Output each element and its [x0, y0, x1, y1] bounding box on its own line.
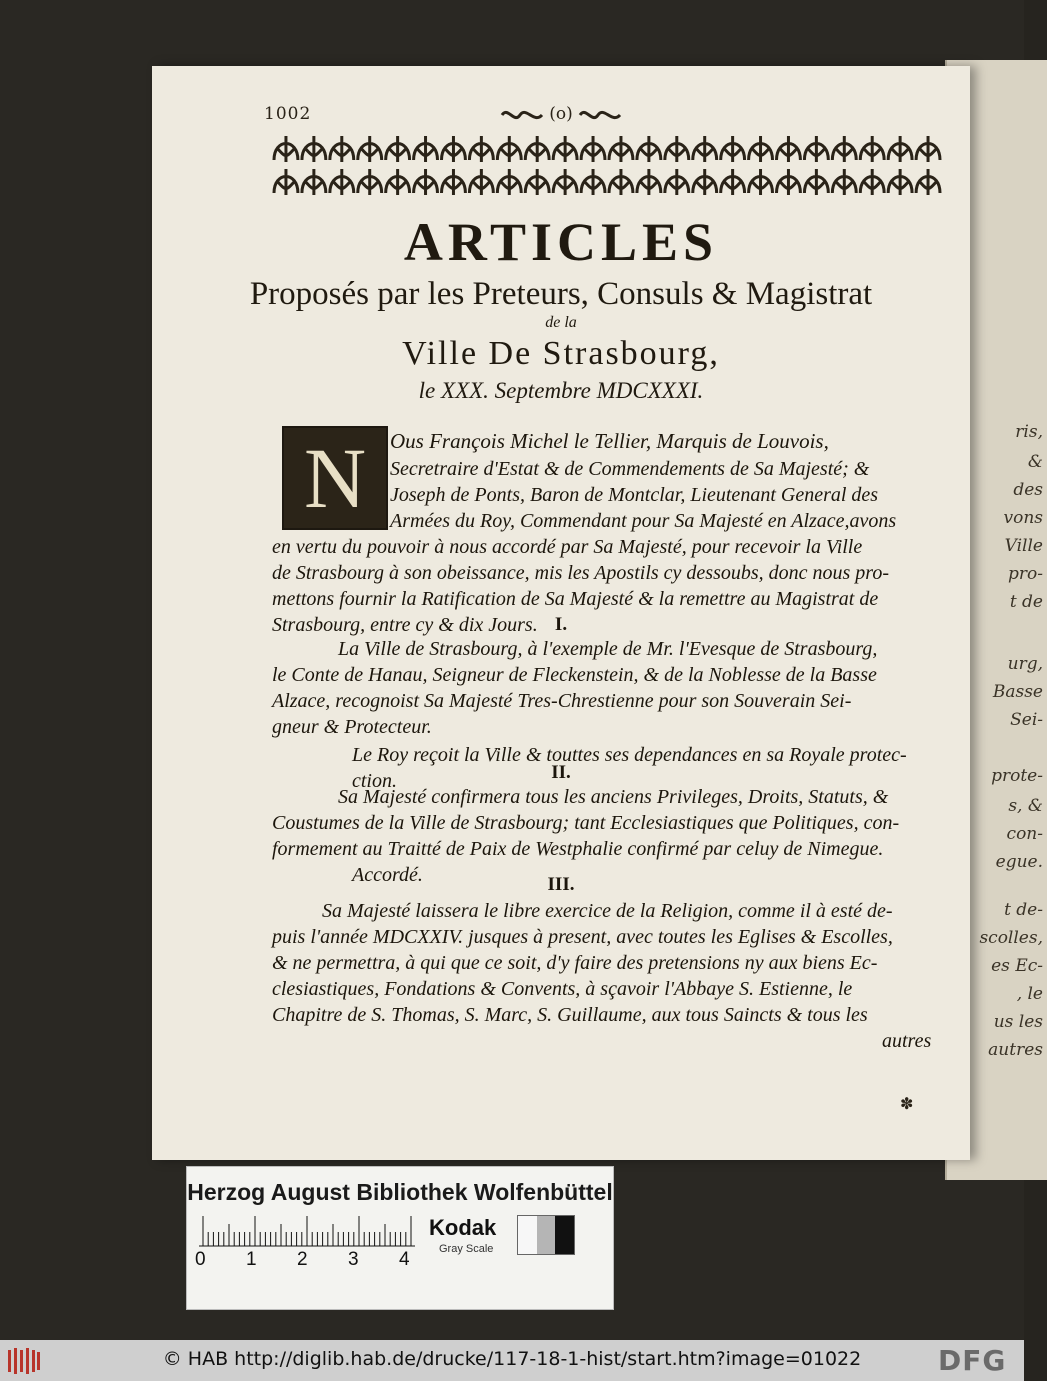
catchword: autres [882, 1030, 932, 1052]
article-response: ction. [352, 770, 397, 792]
adjacent-fragment: con- [1006, 824, 1043, 844]
adjacent-fragment: & [1027, 452, 1043, 472]
article-numeral: I. [554, 614, 568, 635]
page-number: 1002 [264, 104, 312, 124]
ruler-number: 1 [246, 1249, 257, 1270]
article-line: Sa Majesté confirmera tous les anciens Privileges, Droits, Statuts, & [338, 786, 889, 808]
adjacent-fragment: pro- [1008, 564, 1043, 584]
adjacent-fragment: t de [1009, 592, 1043, 612]
article-line: & ne permettra, à qui que ce soit, d'y faire des pretensions ny aux biens Ec- [272, 952, 878, 974]
article-response: Le Roy reçoit la Ville & touttes ses dependances en sa Royale protec- [352, 744, 907, 766]
title-line-3: Ville De Strasbourg, [402, 335, 720, 372]
article-line: clesiastiques, Fondations & Convents, à sçavoir l'Abbaye S. Estienne, le [272, 978, 853, 1000]
ruler-number: 2 [297, 1249, 308, 1270]
ornamental-band [272, 132, 942, 198]
article-line: Sa Majesté laissera le libre exercice de la Religion, comme il à esté de- [322, 900, 893, 922]
article-numeral: II. [551, 762, 571, 783]
drop-cap-letter: N [303, 430, 367, 526]
adjacent-fragment: t de- [1004, 900, 1043, 920]
scale-ruler [199, 1215, 415, 1247]
adjacent-fragment: prote- [991, 766, 1043, 786]
adjacent-fragment: Ville [1004, 536, 1043, 556]
adjacent-fragment: autres [988, 1040, 1043, 1060]
fleuron-right-icon [578, 106, 622, 124]
adjacent-fragment: , le [1016, 984, 1043, 1004]
intro-line: Strasbourg, entre cy & dix Jours. [272, 614, 538, 636]
title-line-4: le XXX. Septembre MDCXXXI. [418, 378, 704, 403]
footer-bar [0, 1340, 1024, 1381]
library-name: Herzog August Bibliothek Wolfenbüttel [187, 1179, 613, 1205]
grayscale-patches [517, 1215, 575, 1255]
dfg-logo: DFG [938, 1344, 1007, 1377]
adjacent-fragment: Sei- [1010, 710, 1043, 730]
flower-ornament-icon: ✽ [900, 1094, 914, 1113]
fleuron-left-icon [500, 106, 544, 124]
drop-cap [282, 426, 388, 530]
adjacent-fragment: ris, [1015, 422, 1043, 442]
adjacent-fragment: urg, [1007, 654, 1043, 674]
intro-line: mettons fournir la Ratification de Sa Majesté & la remettre au Magistrat de [272, 588, 879, 610]
article-line: le Conte de Hanau, Seigneur de Fleckenstein, & de la Noblesse de la Basse [272, 664, 877, 686]
kodak-sublabel: Gray Scale [439, 1243, 494, 1255]
intro-line: Ous François Michel le Tellier, Marquis de Louvois, [390, 429, 829, 453]
adjacent-fragment: scolles, [979, 928, 1043, 948]
article-line: Chapitre de S. Thomas, S. Marc, S. Guillaume, aux tous Saincts & tous les [272, 1004, 868, 1026]
adjacent-fragment: Basse [992, 682, 1043, 702]
header-ornament [152, 104, 970, 124]
article-line: formement au Traitté de Paix de Westphalie confirmé par celuy de Nimegue. [272, 838, 884, 860]
intro-line: en vertu du pouvoir à nous accordé par Sa Majesté, pour recevoir la Ville [272, 536, 863, 558]
gray-patch [518, 1216, 537, 1254]
article-response: Accordé. [352, 864, 423, 886]
header-ornament-text: (o) [549, 104, 573, 124]
intro-line: Joseph de Ponts, Baron de Montclar, Lieutenant General des [390, 484, 879, 506]
ruler-number: 3 [348, 1249, 359, 1270]
ruler-number: 0 [195, 1249, 206, 1270]
adjacent-fragment: des [1013, 480, 1043, 500]
title-line-2: de la [545, 314, 577, 331]
adjacent-fragment: vons [1003, 508, 1043, 528]
adjacent-fragment: us les [993, 1012, 1043, 1032]
document-title: ARTICLES [403, 212, 719, 272]
article-line: puis l'année MDCXXIV. jusques à present, avec toutes les Eglises & Escolles, [272, 926, 893, 948]
document-page [152, 66, 970, 1160]
ruler-number: 4 [399, 1249, 410, 1270]
library-card [186, 1166, 614, 1310]
left-edge-shadow [0, 0, 36, 1340]
article-line: gneur & Protecteur. [272, 716, 432, 738]
source-url[interactable]: © HAB http://diglib.hab.de/drucke/117-18-1-hist/start.htm?image=01022 [162, 1348, 862, 1370]
kodak-label: Kodak [429, 1215, 497, 1240]
intro-line: Armées du Roy, Commendant pour Sa Majesté en Alzace,avons [390, 510, 897, 532]
adjacent-fragment: egue. [995, 852, 1043, 872]
intro-line: Secretraire d'Estat & de Commendements de Sa Majesté; & [390, 458, 870, 480]
article-numeral: III. [547, 874, 575, 895]
article-line: La Ville de Strasbourg, à l'exemple de Mr. l'Evesque de Strasbourg, [338, 638, 878, 660]
gray-patch [537, 1216, 556, 1254]
title-line-1: Proposés par les Preteurs, Consuls & Magistrat [249, 276, 873, 312]
intro-line: de Strasbourg à son obeissance, mis les Apostils cy dessoubs, donc nous pro- [272, 562, 890, 584]
gray-patch [555, 1216, 574, 1254]
adjacent-fragment: s, & [1008, 796, 1043, 816]
article-line: Coustumes de la Ville de Strasbourg; tant Ecclesiastiques que Politiques, con- [272, 812, 900, 834]
adjacent-fragment: es Ec- [991, 956, 1043, 976]
article-line: Alzace, recognoist Sa Majesté Tres-Chrestienne pour son Souverain Sei- [272, 690, 852, 712]
